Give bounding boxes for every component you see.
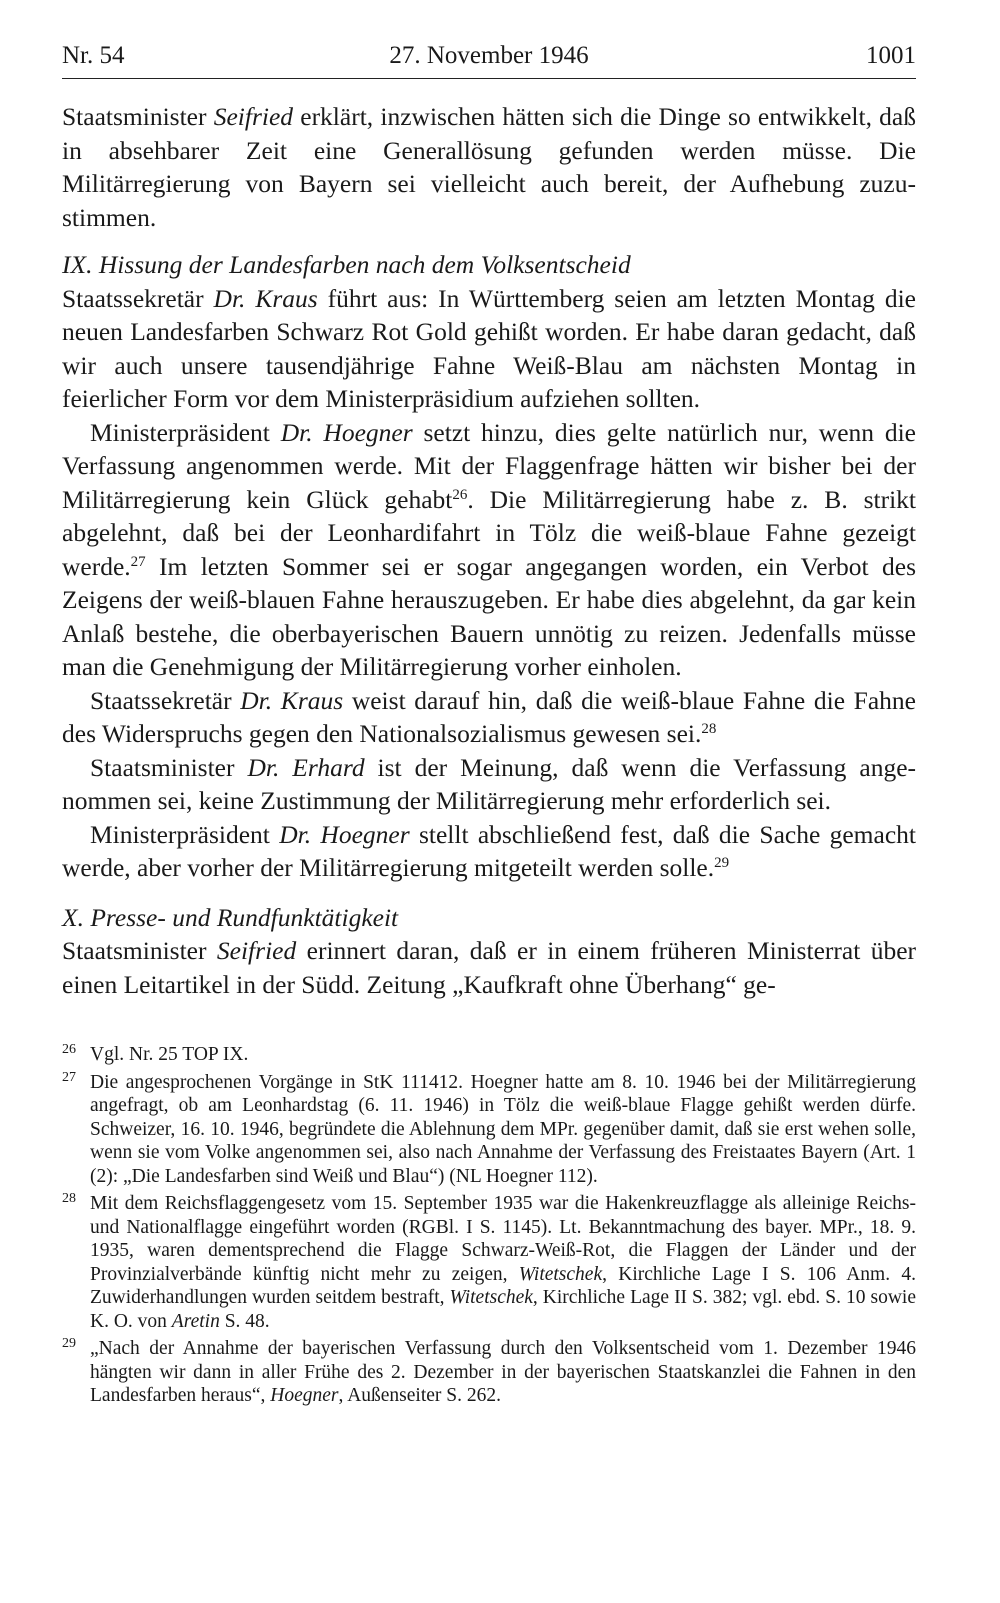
footnote-ref[interactable]: 26 xyxy=(452,486,468,503)
footnote-number: 26 xyxy=(62,1042,76,1057)
footnote-text: S. 48. xyxy=(219,1310,270,1332)
main-text xyxy=(62,100,916,1001)
paragraph-erhard xyxy=(62,751,916,818)
footnote-text: Die angesprochenen Vorgänge in StK 111412. Hoegner hatte am 8. 10. 1946 bei der Militärregierung angefragt, ob am Leonhardstag (6. 11. 1946) in Tölz die weiß-blaue Flagge gehißt werden dürfe. Schweizer, 16. 10. 1946, begründete die Ablehnung dem MPr. gegenüber damit, daß sie erst wehen solle, wenn sie vom Volke angenommen sei, also nach Annahme der Verfassung des Freistaates Bayern (Art. 1 (2): „Die Landesfarben sind Weiß und Blau“) (NL Hoegner 112). xyxy=(90,1071,916,1187)
section-heading-x: X. Presse- und Rundfunktätigkeit xyxy=(62,902,399,932)
text-run: Staatsminister xyxy=(62,102,214,131)
footnote-29 xyxy=(62,1337,916,1408)
footnote-ref[interactable]: 28 xyxy=(701,721,717,737)
text-run: stellt abschließend fest, daß die Sache gemacht werde, aber vorher der Militärregierung mitgeteilt werden solle. xyxy=(62,819,916,882)
text-run: Ministerpräsident xyxy=(90,819,280,849)
speaker-name: Dr. Hoegner xyxy=(280,417,413,447)
footnote-text: Mit dem Reichsflaggengesetz vom 15. September 1935 war die Hakenkreuzflagge als alleinige Reichs- und Nationalflagge eingeführt worden (RGBl. I S. 1145). Lt. Bekanntmachung des bayer. MPr., 18. 9. 1935, waren dementsprechend die Flagge Schwarz-Weiß-Rot, die Flaggen der Länder und der Provinzialverbände künftig nicht mehr zu zeigen, xyxy=(90,1193,916,1285)
spacer xyxy=(62,885,916,901)
speaker-name: Seifried xyxy=(213,102,294,131)
text-run: führt aus: In Württemberg seien am letzten Montag die neuen Landesfarben Schwarz Rot Gold gehißt worden. Er habe daran gedacht, daß wir auch unsere tausendjährige Fahne Weiß-Blau am nächsten Montag in feierlicher Form vor dem Ministerpräsidium aufziehen sollten. xyxy=(62,283,916,413)
spacer xyxy=(62,234,916,248)
paragraph-kraus-1 xyxy=(62,282,916,416)
speaker-name: Dr. Erhard xyxy=(247,752,365,782)
section-heading-ix: IX. Hissung der Landesfarben nach dem Volksentscheid xyxy=(62,250,631,279)
footnote-text: , Kirchliche Lage II S. 382; vgl. ebd. S. 10 sowie K. O. von xyxy=(90,1287,916,1332)
text-run: Staatssekretär xyxy=(90,685,241,715)
text-run: erklärt, inzwischen hätten sich die Dinge so entwikkelt, daß in absehbarer Zeit eine Generallösung gefunden werden müsse. Die Militärregierung von Bayern sei vielleicht auch bereit, der Aufhebung zuzustimmen. xyxy=(62,102,916,232)
speaker-name: Dr. Kraus xyxy=(240,685,344,715)
author-name: Aretin xyxy=(171,1310,220,1332)
footnote-text: „Nach der Annahme der bayerischen Verfassung durch den Volksentscheid vom 1. Dezember 1946 hängten wir dann in aller Frühe des 2. Dezember in der bayerischen Staatskanzlei die Fahnen in den Landesfarben heraus“, xyxy=(90,1338,916,1406)
text-run: Staatssekretär xyxy=(62,283,214,313)
page-number: 1001 xyxy=(866,42,916,69)
text-run: erinnert daran, daß er in einem früheren Ministerrat über einen Leitartikel in der Südd. Zeitung „Kaufkraft ohne Überhang“ ge- xyxy=(62,936,916,999)
paragraph-hoegner-1 xyxy=(62,416,916,684)
speaker-name: Dr. Hoegner xyxy=(279,819,410,849)
text-run: ist der Meinung, daß wenn die Verfassung angenommen sei, keine Zustimmung der Militärregierung mehr erforderlich sei. xyxy=(62,752,917,815)
author-name: Witetschek xyxy=(518,1263,603,1285)
footnote-text: Vgl. Nr. 25 TOP IX. xyxy=(90,1044,249,1065)
author-name: Witetschek xyxy=(449,1287,533,1308)
text-run: setzt hinzu, dies gelte natürlich nur, wenn die Verfassung angenommen werde. Mit der Flaggenfrage hätten wir bisher bei der Militärregierung kein Glück gehabt xyxy=(62,417,916,514)
footnote-ref[interactable]: 29 xyxy=(714,855,730,871)
footnote-text: , Kirchliche Lage I S. 106 Anm. 4. Zuwiderhandlungen wurden seitdem bestraft, xyxy=(90,1263,916,1308)
text-run: Ministerpräsident xyxy=(90,417,281,447)
footnote-number: 28 xyxy=(62,1191,76,1206)
footnote-26 xyxy=(62,1043,916,1067)
footnotes xyxy=(62,1043,916,1412)
running-header xyxy=(62,38,916,79)
paragraph-kraus-2 xyxy=(62,684,916,751)
header-date: 27. November 1946 xyxy=(389,42,589,69)
footnote-ref[interactable]: 27 xyxy=(130,553,146,570)
paragraph-seifried-intro xyxy=(62,100,916,234)
paragraph-hoegner-2 xyxy=(62,818,916,885)
footnote-text: , Außenseiter S. 262. xyxy=(338,1385,501,1406)
document-number: Nr. 54 xyxy=(62,42,125,69)
text-run: Staatsminister xyxy=(62,936,217,965)
speaker-name: Dr. Kraus xyxy=(213,283,318,313)
footnote-28 xyxy=(62,1192,916,1333)
text-run: . Die Militärregierung habe z. B. strikt abgelehnt, daß bei der Leonhardifahrt in Tölz die weiß-blaue Fahne gezeigt werde. xyxy=(62,484,916,581)
author-name: Hoegner xyxy=(270,1385,339,1406)
footnote-27 xyxy=(62,1071,916,1189)
text-run: weist darauf hin, daß die weiß-blaue Fahne die Fahne des Widerspruchs gegen den Nationalsozialismus gewesen sei. xyxy=(62,685,916,748)
text-run: Staatsminister xyxy=(90,752,248,782)
speaker-name: Seifried xyxy=(216,936,297,965)
footnote-number: 27 xyxy=(62,1069,76,1085)
paragraph-seifried-press xyxy=(62,934,916,1001)
footnote-number: 29 xyxy=(62,1336,76,1351)
text-run: Im letzten Sommer sei er sogar angegangen worden, ein Verbot des Zeigens der weiß-blauen Fahne herauszugeben. Er habe dies abgelehnt, da gar kein Anlaß bestehe, die oberbayerischen Bauern unnötig zu reizen. Jedenfalls müsse man die Genehmigung der Militärregierung vorher einholen. xyxy=(62,551,916,681)
